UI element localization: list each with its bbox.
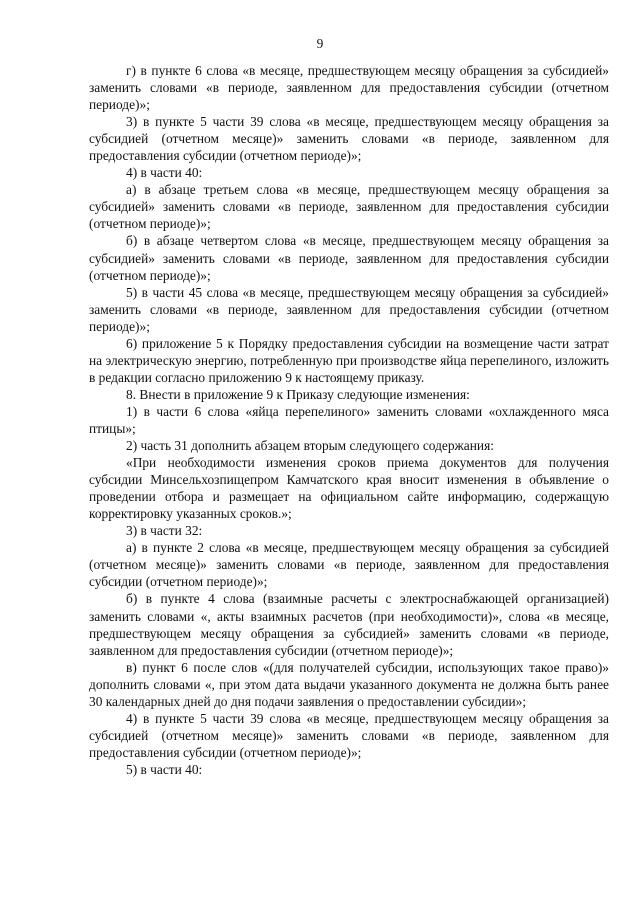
paragraph: 3) в пункте 5 части 39 слова «в месяце, предшествующем месяцу обращения за субсидией (отчетном месяце)» заменить словами «в периоде, заявленном для предоставления субсидии (отчетном периоде)»;: [89, 114, 609, 164]
paragraph: б) в абзаце четвертом слова «в месяце, предшествующем месяцу обращения за субсидией» заменить словами «в периоде, заявленном для предоставления субсидии (отчетном периоде)»;: [89, 233, 609, 283]
paragraph: 4) в пункте 5 части 39 слова «в месяце, предшествующем месяцу обращения за субсидией (отчетном месяце)» заменить словами «в периоде, заявленном для предоставления субсидии (отчетном периоде)»;: [89, 710, 609, 760]
paragraph: 2) часть 31 дополнить абзацем вторым следующего содержания:: [126, 438, 494, 454]
paragraph: 5) в части 45 слова «в месяце, предшествующем месяцу обращения за субсидией» заменить словами «в периоде, заявленном для предоставления субсидии (отчетном периоде)»;: [89, 284, 609, 334]
page-number: 9: [316, 36, 324, 51]
paragraph: г) в пункте 6 слова «в месяце, предшествующем месяцу обращения за субсидией» заменить словами «в периоде, заявленном для предоставления субсидии (отчетном периоде)»;: [89, 63, 609, 113]
document-body: [89, 62, 609, 778]
paragraph: в) пункт 6 после слов «(для получателей субсидии, использующих такое право)» дополнить словами «, при этом дата выдачи указанного документа не должна быть ранее 30 календарных дней до дня подачи заявления о предоставлении субсидии»;: [89, 659, 609, 709]
paragraph: 8. Внести в приложение 9 к Приказу следующие изменения:: [126, 386, 470, 402]
paragraph: 4) в части 40:: [126, 165, 203, 181]
paragraph: а) в пункте 2 слова «в месяце, предшествующем месяцу обращения за субсидией (отчетном месяце)» заменить словами «в периоде, заявленном для предоставления субсидии (отчетном периоде)»;: [89, 540, 609, 590]
paragraph: а) в абзаце третьем слова «в месяце, предшествующем месяцу обращения за субсидией» заменить словами «в периоде, заявленном для предоставления субсидии (отчетном периоде)»;: [89, 182, 609, 232]
paragraph: 3) в части 32:: [126, 523, 203, 539]
paragraph: б) в пункте 4 слова (взаимные расчеты с электроснабжающей организацией) заменить словами «, акты взаимных расчетов (при необходимости)», слова «в месяце, предшествующем месяцу обращения за субсидией» заменить словами «в периоде, заявленном для предоставления субсидии (отчетном периоде)»;: [89, 591, 609, 658]
paragraph: 1) в части 6 слова «яйца перепелиного» заменить словами «охлажденного мяса птицы»;: [89, 403, 609, 436]
paragraph: 5) в части 40:: [126, 761, 203, 777]
paragraph: 6) приложение 5 к Порядку предоставления субсидии на возмещение части затрат на электрическую энергию, потребленную при производстве яйца перепелиного, изложить в редакции согласно приложению 9 к настоящему приказу.: [89, 335, 609, 385]
paragraph: «При необходимости изменения сроков приема документов для получения субсидии Минсельхозпищепром Камчатского края вносит изменения в объявление о проведении отбора и размещает на официальном сайте информацию, содержащую корректировку указанных сроков.»;: [89, 455, 609, 522]
